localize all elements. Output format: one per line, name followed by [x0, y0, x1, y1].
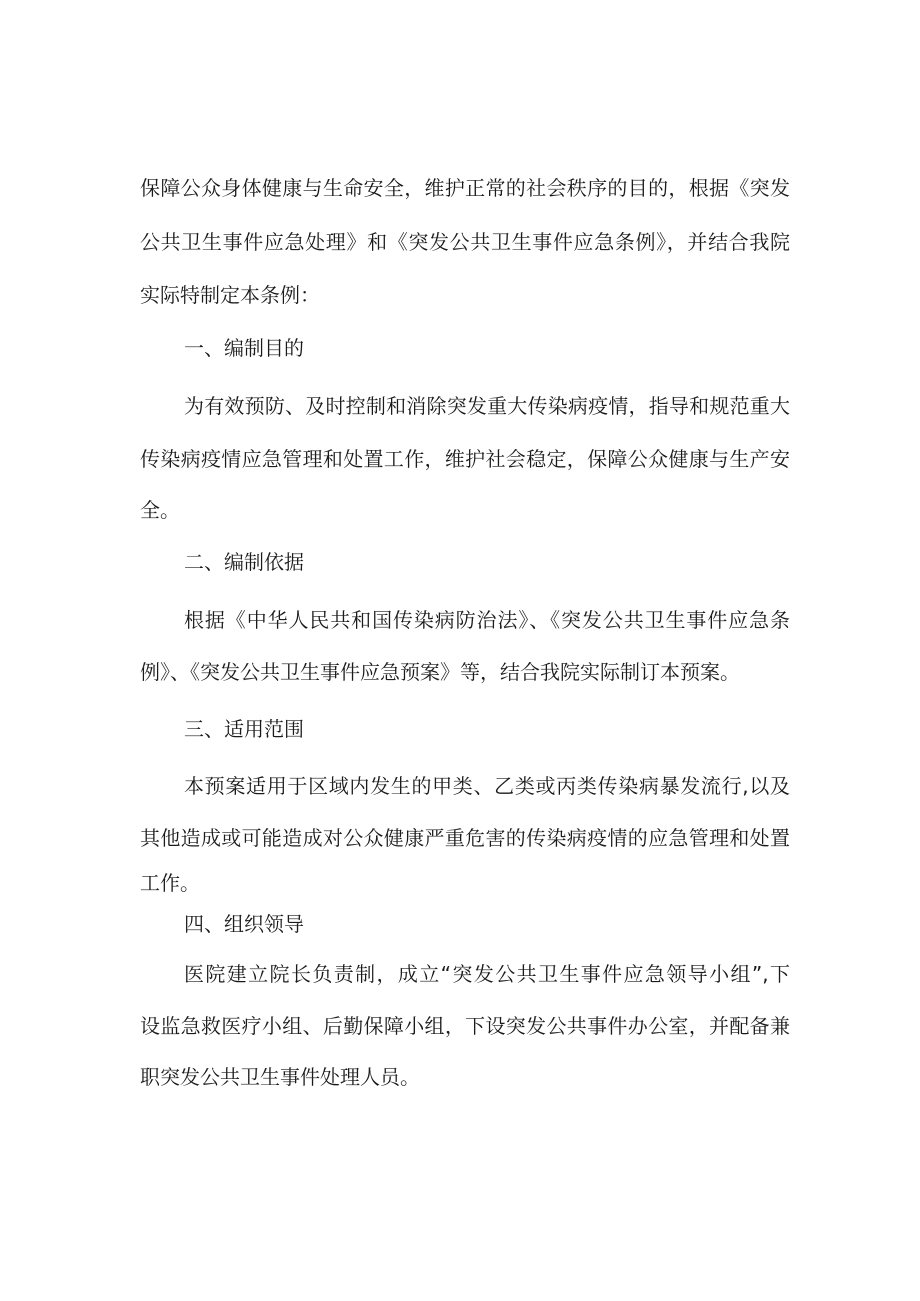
intro-line: 公共卫生事件应急处理》和《突发公共卫生事件应急条例》，并结合我院 [140, 230, 790, 254]
intro-line: 实际特制定本条例： [140, 283, 320, 307]
paragraph-line: 设监急救医疗小组、后勤保障小组，下设突发公共事件办公室，并配备兼 [140, 1014, 790, 1038]
paragraph-line: 根据《中华人民共和国传染病防治法》、《突发公共卫生事件应急条 [184, 608, 790, 632]
paragraph-line: 全。 [140, 498, 180, 522]
section-heading: 一、编制目的 [184, 336, 304, 360]
paragraph-line: 工作。 [140, 871, 200, 895]
paragraph-line: 本预案适用于区域内发生的甲类、乙类或丙类传染病暴发流行,以及 [184, 774, 790, 798]
section-heading: 四、组织领导 [184, 912, 304, 936]
section-heading: 二、编制依据 [184, 550, 304, 574]
paragraph-line: 医院建立院长负责制，成立“突发公共卫生事件应急领导小组”,下 [184, 962, 790, 986]
paragraph-line: 例》、《突发公共卫生事件应急预案》等，结合我院实际制订本预案。 [140, 660, 740, 684]
paragraph-line: 职突发公共卫生事件处理人员。 [140, 1065, 420, 1089]
paragraph-line: 为有效预防、及时控制和消除突发重大传染病疫情，指导和规范重大 [184, 394, 790, 418]
paragraph-line: 其他造成或可能造成对公众健康严重危害的传染病疫情的应急管理和处置 [140, 826, 790, 850]
paragraph-line: 传染病疫情应急管理和处置工作，维护社会稳定，保障公众健康与生产安 [140, 447, 790, 471]
intro-line: 保障公众身体健康与生命安全，维护正常的社会秩序的目的，根据《突发 [140, 176, 790, 200]
section-heading: 三、适用范围 [184, 717, 304, 741]
